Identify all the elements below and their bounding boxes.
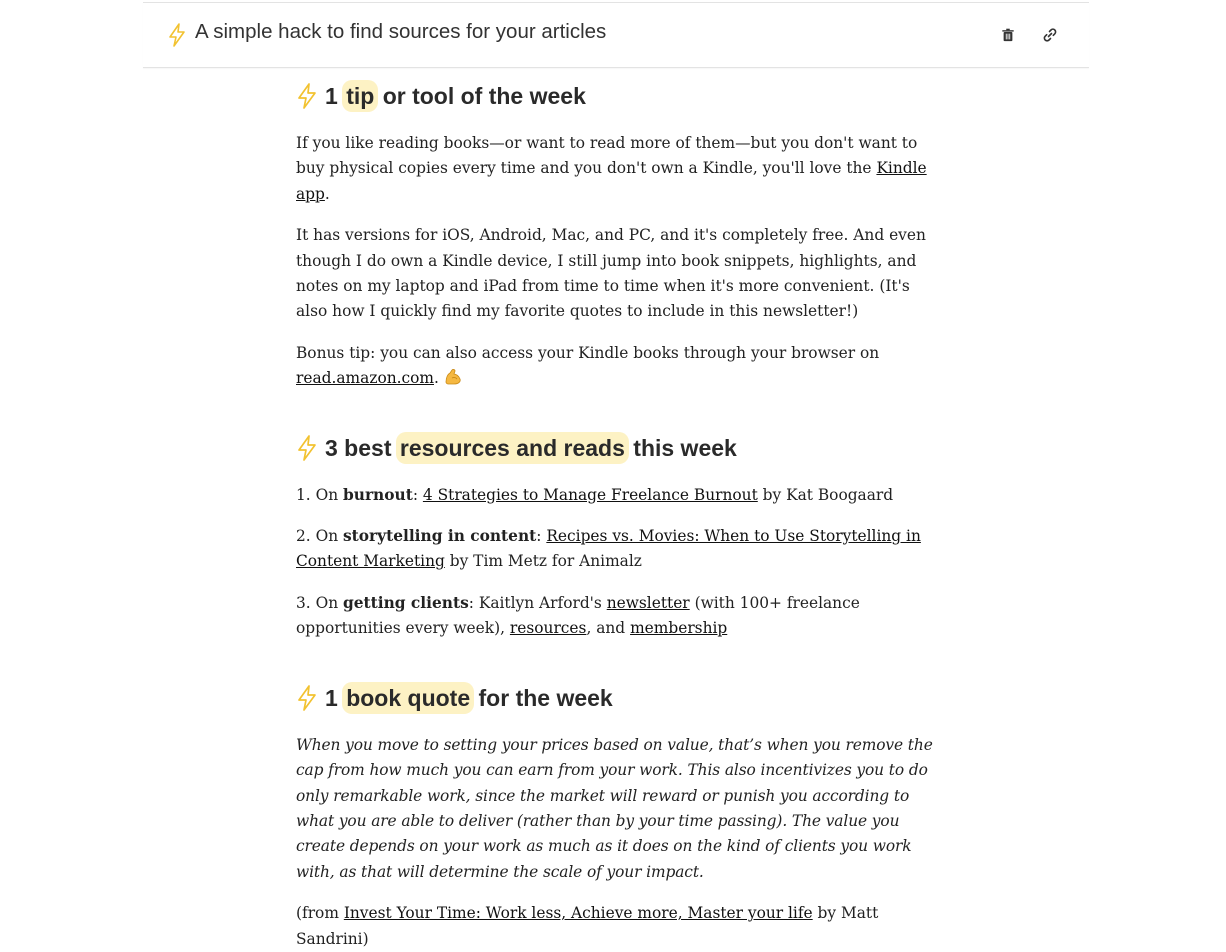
paragraph-text: by Kat Boogaard [757,485,894,504]
paragraph-text: 2. On [296,527,343,546]
heading-text: 1 [325,83,338,109]
paragraph-text: . [324,184,330,203]
paragraph-text: (from [296,904,344,923]
paragraph-text: 1. On [296,485,343,504]
book-quote: When you move to setting your prices based on value, that’s when you remove the cap from how much you can earn from your work. This also incentivizes you to do only remarkable work, since the market will reward or punish you according to what you are able to deliver (rather than by your time passing). The value you create depends on your work as much as it does on the kind of clients you work with, as that will determine the scale of your impact. [296,735,933,881]
heading-text: or tool of the week [382,83,586,109]
lightning-bolt-icon [296,83,318,109]
resource-item-1 [296,483,936,508]
paragraph-text: (with 100+ freelance opportunities every week), [296,593,860,638]
lightning-bolt-icon [296,435,318,461]
resource-topic: storytelling in content [343,527,537,546]
message-subject: A simple hack to find sources for your articles [195,20,607,43]
flexed-biceps-emoji [444,368,462,386]
tip-paragraph-3 [296,341,936,392]
paragraph-text: by Tim Metz for Animalz [444,552,642,571]
link-icon[interactable] [1040,25,1060,45]
kindle-app-link[interactable]: Kindle app [296,159,927,203]
newsletter-body [296,80,936,952]
resources-link[interactable]: resources [509,619,587,638]
section-heading-tip [296,80,936,112]
book-link[interactable]: Invest Your Time: Work less, Achieve more, Master your life [343,904,813,923]
paragraph-text: : [536,527,547,546]
paragraph-text: Bonus tip: you can also access your Kindle books through your browser on [296,343,880,362]
heading-text: 3 best [325,434,392,461]
storytelling-article-link[interactable]: Recipes vs. Movies: When to Use Storytelling in Content Marketing [296,527,921,571]
trash-icon[interactable] [998,25,1018,45]
lightning-bolt-icon [167,23,187,47]
resource-topic: getting clients [343,593,469,612]
tip-paragraph-1 [296,131,936,207]
lightning-bolt-icon [296,685,318,711]
heading-text: for the week [478,684,613,711]
tip-paragraph-2: It has versions for iOS, Android, Mac, and PC, and it's completely free. And even though I do own a Kindle device, I still jump into book snippets, highlights, and notes on my laptop and iPad from time to time when it's more convenient. (It's also how I quickly find my favorite quotes to include in this newsletter!) [296,226,926,321]
quote-source [296,901,936,952]
paragraph-text: . [434,369,444,388]
paragraph-text: by Matt Sandrini) [296,904,879,948]
message-header [143,2,1089,68]
heading-highlight: tip [342,80,378,112]
section-heading-quote [296,682,936,714]
paragraph-text: 3. On [296,593,343,612]
paragraph-text: , and [586,619,631,638]
resource-item-3 [296,591,936,642]
paragraph-text: If you like reading books—or want to read more of them—but you don't want to buy physical copies every time and you don't own a Kindle, you'll love the [296,134,918,178]
membership-link[interactable]: membership [630,619,728,638]
resource-item-2 [296,524,936,575]
burnout-article-link[interactable]: 4 Strategies to Manage Freelance Burnout [422,485,758,504]
section-heading-resources [296,432,936,464]
paragraph-text: : Kaitlyn Arford's [468,593,607,612]
read-amazon-link[interactable]: read.amazon.com [296,369,434,388]
heading-highlight: resources and reads [396,432,629,464]
heading-text: this week [633,434,737,461]
paragraph-text: : [412,485,423,504]
heading-highlight: book quote [342,682,474,714]
heading-text: 1 [325,684,338,711]
newsletter-link[interactable]: newsletter [606,593,690,612]
resource-topic: burnout [343,485,413,504]
